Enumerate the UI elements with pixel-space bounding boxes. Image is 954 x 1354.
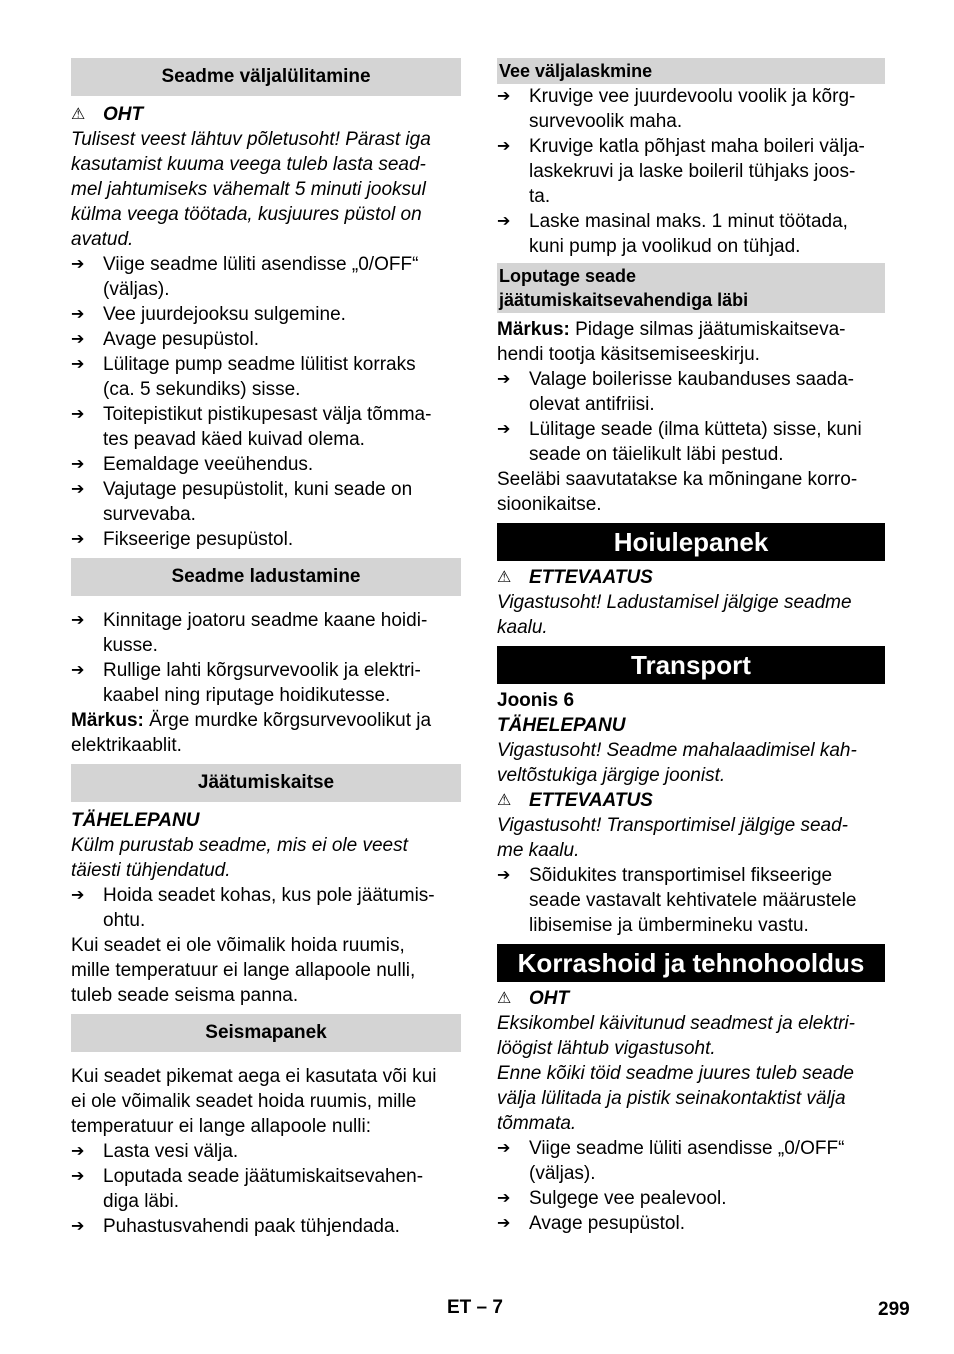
arrow-right-icon: ➔ bbox=[71, 306, 85, 323]
step-list-maintenance bbox=[497, 1136, 885, 1236]
text-line: Vigastusoht! Seadme mahalaadimisel kah- bbox=[497, 740, 857, 761]
arrow-right-icon: ➔ bbox=[71, 887, 85, 904]
step-list-switch-off bbox=[71, 252, 461, 552]
step-list-drain bbox=[497, 84, 885, 259]
note-paragraph: Märkus: Pidage silmas jäätumiskaitseva- bbox=[497, 319, 846, 340]
text-line: temperatuur ei lange allapoole nulli: bbox=[71, 1116, 371, 1137]
arrow-right-icon: ➔ bbox=[497, 371, 511, 388]
arrow-right-icon: ➔ bbox=[71, 662, 85, 679]
page-number: 299 bbox=[878, 1299, 910, 1320]
warning-triangle-icon: ⚠ bbox=[497, 792, 512, 809]
step-item: ➔ Vajutage pesupüstolit, kuni seade on survevaba. bbox=[71, 479, 413, 525]
text-line: Kui seadet ei ole võimalik hoida ruumis, bbox=[71, 935, 405, 956]
step-list-antifreeze bbox=[497, 367, 885, 467]
warning-triangle-icon: ⚠ bbox=[497, 569, 512, 586]
caution-notice bbox=[497, 788, 885, 813]
arrow-right-icon: ➔ bbox=[497, 1140, 511, 1157]
arrow-right-icon: ➔ bbox=[71, 612, 85, 629]
text-line: Eksikombel käivitunud seadmest ja elektri- bbox=[497, 1013, 855, 1034]
text-line: veltõstukiga järgige joonist. bbox=[497, 765, 726, 786]
step-item: ➔ Sulgege vee pealevool. bbox=[497, 1188, 727, 1209]
text-line: kasutamist kuuma veega tuleb lasta sead- bbox=[71, 154, 426, 175]
step-item: ➔ Lülitage seade (ilma kütteta) sisse, kuni seade on täielikult läbi pestud. bbox=[497, 419, 862, 465]
text-line: Seeläbi saavutatakse ka mõningane korro- bbox=[497, 469, 858, 490]
step-item: ➔ Kinnitage joatoru seadme kaane hoidi- kusse. bbox=[71, 610, 428, 656]
danger-notice bbox=[71, 102, 461, 127]
right-column bbox=[497, 58, 885, 1236]
text-line: külma veega töötada, kusjuures püstol on bbox=[71, 204, 422, 225]
note-paragraph: Märkus: Ärge murdke kõrgsurvevoolikut ja bbox=[71, 710, 432, 731]
left-column bbox=[71, 58, 461, 1239]
arrow-right-icon: ➔ bbox=[497, 138, 511, 155]
step-item: ➔ Lülitage pump seadme lülitist korraks (ca. 5 sekundiks) sisse. bbox=[71, 354, 416, 400]
step-item: ➔ Vee juurdejooksu sulgemine. bbox=[71, 304, 346, 325]
arrow-right-icon: ➔ bbox=[71, 406, 85, 423]
figure-reference: Joonis 6 bbox=[497, 690, 575, 711]
section-heading-storage: Seadme ladustamine bbox=[71, 558, 461, 596]
step-item: ➔ Fikseerige pesupüstol. bbox=[71, 529, 294, 550]
warning-triangle-icon: ⚠ bbox=[71, 106, 86, 123]
step-item: ➔ Loputada seade jäätumiskaitsevahen- diga läbi. bbox=[71, 1166, 424, 1212]
step-item: ➔ Valage boilerisse kaubanduses saada- olevat antifriisi. bbox=[497, 369, 854, 415]
subheading-drain-water: Vee väljalaskmine bbox=[497, 58, 885, 84]
section-heading-switch-off: Seadme väljalülitamine bbox=[71, 58, 461, 96]
arrow-right-icon: ➔ bbox=[71, 456, 85, 473]
text-line: mel jahtumiseks vähemalt 5 minuti jooksul bbox=[71, 179, 426, 200]
caution-label: ETTEVAATUS bbox=[529, 790, 653, 811]
attention-label: TÄHELEPANU bbox=[497, 715, 626, 736]
step-item: ➔ Lasta vesi välja. bbox=[71, 1141, 239, 1162]
text-line: me kaalu. bbox=[497, 840, 580, 861]
text-line: täiesti tühjendatud. bbox=[71, 860, 231, 881]
subheading-rinse-antifreeze: Loputage seade jäätumiskaitsevahendiga läbi bbox=[497, 263, 885, 313]
arrow-right-icon: ➔ bbox=[71, 331, 85, 348]
chapter-heading-maintenance: Korrashoid ja tehnohooldus bbox=[497, 944, 885, 982]
text-line: Külm purustab seadme, mis ei ole veest bbox=[71, 835, 408, 856]
text-line: Tulisest veest lähtuv põletusoht! Pärast iga bbox=[71, 129, 431, 150]
arrow-right-icon: ➔ bbox=[71, 1218, 85, 1235]
caution-label: ETTEVAATUS bbox=[529, 567, 653, 588]
step-item: ➔ Viige seadme lüliti asendisse „0/OFF“ (väljas). bbox=[71, 254, 419, 300]
text-line: ei ole võimalik seadet hoida ruumis, mille bbox=[71, 1091, 417, 1112]
text-line: mille temperatuur ei lange allapoole nulli, bbox=[71, 960, 416, 981]
arrow-right-icon: ➔ bbox=[497, 1190, 511, 1207]
text-line: tõmmata. bbox=[497, 1113, 577, 1134]
step-item: ➔ Hoida seadet kohas, kus pole jäätumis- ohtu. bbox=[71, 885, 435, 931]
section-heading-frost-protection: Jäätumiskaitse bbox=[71, 764, 461, 802]
attention-label: TÄHELEPANU bbox=[71, 810, 200, 831]
note-paragraph-cont: hendi tootja käsitsemiseeskirju. bbox=[497, 344, 760, 365]
arrow-right-icon: ➔ bbox=[71, 356, 85, 373]
step-item: ➔ Avage pesupüstol. bbox=[71, 329, 259, 350]
arrow-right-icon: ➔ bbox=[71, 1143, 85, 1160]
text-line: Enne kõiki töid seadme juures tuleb seade bbox=[497, 1063, 855, 1084]
danger-label: OHT bbox=[529, 988, 570, 1009]
danger-text bbox=[71, 127, 461, 252]
step-item: ➔ Avage pesupüstol. bbox=[497, 1213, 685, 1234]
step-item: ➔ Kruvige katla põhjast maha boileri välja- laskekruvi ja laske boileril tühjaks joos- ta. bbox=[497, 136, 865, 207]
chapter-heading-storage: Hoiulepanek bbox=[497, 523, 885, 561]
arrow-right-icon: ➔ bbox=[497, 213, 511, 230]
note-label: Märkus: bbox=[71, 710, 144, 731]
text-line: löögist lähtub vigastusoht. bbox=[497, 1038, 716, 1059]
text-line: Vigastusoht! Transportimisel jälgige sead- bbox=[497, 815, 848, 836]
text-line: välja lülitada ja pistik seinakontaktist välja bbox=[497, 1088, 846, 1109]
caution-notice bbox=[497, 565, 885, 590]
text-line: tuleb seade seisma panna. bbox=[71, 985, 299, 1006]
step-item: ➔ Laske masinal maks. 1 minut töötada, kuni pump ja voolikud on tühjad. bbox=[497, 211, 848, 257]
step-item: ➔ Puhastusvahendi paak tühjendada. bbox=[71, 1216, 400, 1237]
footer-language-page: ET – 7 bbox=[447, 1297, 503, 1318]
warning-triangle-icon: ⚠ bbox=[497, 990, 512, 1007]
note-label: Märkus: bbox=[497, 319, 570, 340]
arrow-right-icon: ➔ bbox=[497, 1215, 511, 1232]
text-line: sioonikaitse. bbox=[497, 494, 602, 515]
step-item: ➔ Viige seadme lüliti asendisse „0/OFF“ (väljas). bbox=[497, 1138, 845, 1184]
danger-notice bbox=[497, 986, 885, 1011]
step-item: ➔ Kruvige vee juurdevoolu voolik ja kõrg- survevoolik maha. bbox=[497, 86, 856, 132]
text-line: Kui seadet pikemat aega ei kasutata või kui bbox=[71, 1066, 437, 1087]
arrow-right-icon: ➔ bbox=[71, 531, 85, 548]
step-item: ➔ Toitepistikut pistikupesast välja tõmma- tes peavad käed kuivad olema. bbox=[71, 404, 432, 450]
text-line: avatud. bbox=[71, 229, 134, 250]
arrow-right-icon: ➔ bbox=[497, 867, 511, 884]
arrow-right-icon: ➔ bbox=[497, 421, 511, 438]
step-item: ➔ Sõidukites transportimisel fikseerige seade vastavalt kehtivatele määrustele libisemise ja ümbermineku vastu. bbox=[497, 865, 857, 936]
step-list-decommission bbox=[71, 1139, 461, 1239]
step-item: ➔ Eemaldage veeühendus. bbox=[71, 454, 314, 475]
arrow-right-icon: ➔ bbox=[71, 481, 85, 498]
arrow-right-icon: ➔ bbox=[497, 88, 511, 105]
step-list-storage bbox=[71, 608, 461, 708]
step-item: ➔ Rullige lahti kõrgsurvevoolik ja elektri- kaabel ning riputage hoidikutesse. bbox=[71, 660, 421, 706]
arrow-right-icon: ➔ bbox=[71, 1168, 85, 1185]
arrow-right-icon: ➔ bbox=[71, 256, 85, 273]
text-line: kaalu. bbox=[497, 617, 548, 638]
danger-label: OHT bbox=[103, 104, 144, 125]
note-paragraph-cont: elektrikaablit. bbox=[71, 735, 182, 756]
chapter-heading-transport: Transport bbox=[497, 646, 885, 684]
section-heading-decommission: Seismapanek bbox=[71, 1014, 461, 1052]
text-line: Vigastusoht! Ladustamisel jälgige seadme bbox=[497, 592, 852, 613]
